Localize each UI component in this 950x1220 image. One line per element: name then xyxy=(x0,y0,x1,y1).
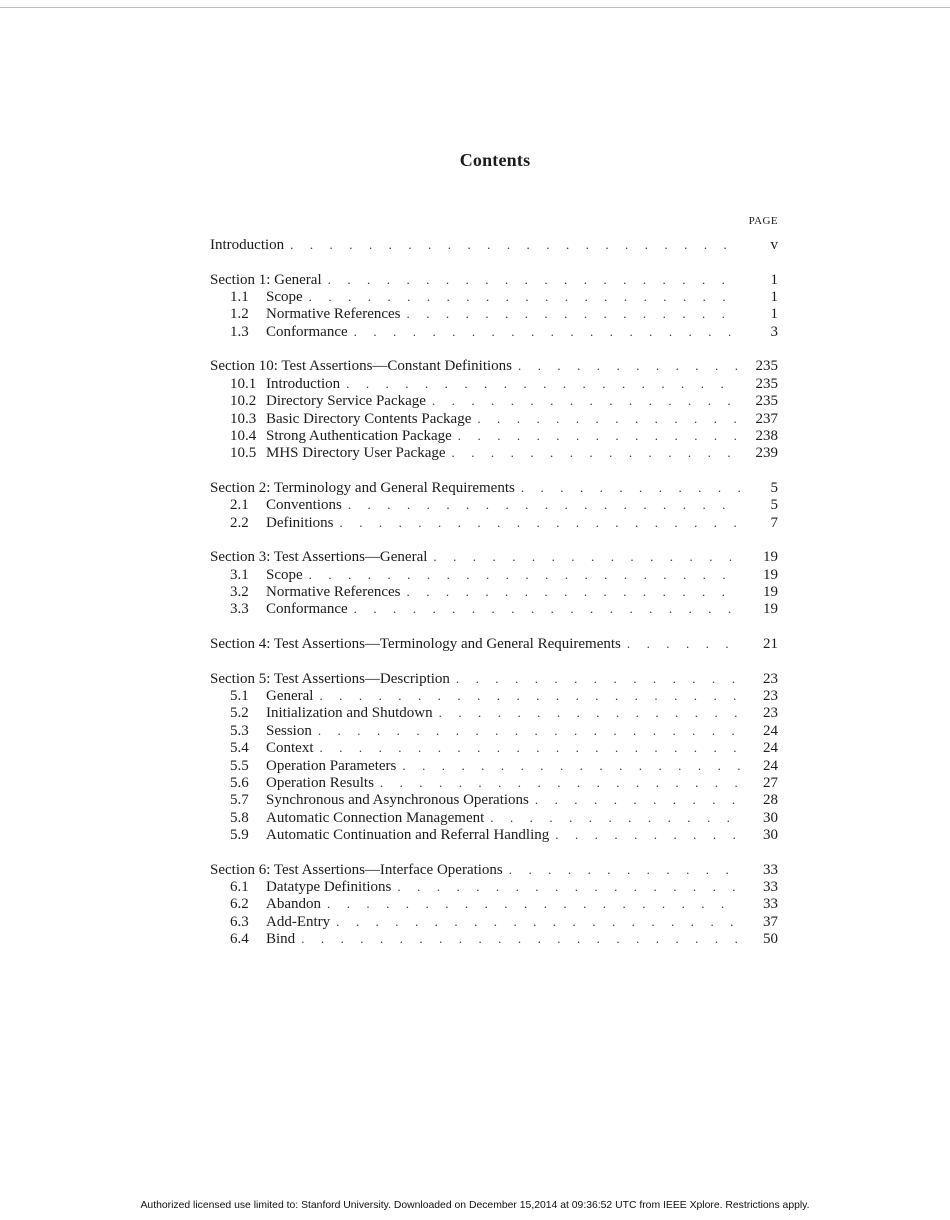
toc-entry[interactable] xyxy=(210,878,778,895)
toc-entry-title: Automatic Connection Management xyxy=(266,809,485,826)
dot-leader xyxy=(521,479,740,496)
toc-page-number: 19 xyxy=(763,601,778,618)
toc-entry-number: 10.1 xyxy=(230,375,257,392)
dot-leader xyxy=(407,583,740,600)
toc-page-number: 37 xyxy=(763,913,778,930)
toc-page-number: 19 xyxy=(763,584,778,600)
toc-page-number: 19 xyxy=(763,549,778,566)
toc-entry-title: Strong Authentication Package xyxy=(266,427,452,444)
toc-section-heading[interactable] xyxy=(210,670,778,687)
toc-page-number: 24 xyxy=(763,740,778,757)
toc-entry-title: Context xyxy=(266,740,314,757)
toc-page-number: 28 xyxy=(763,792,778,809)
toc-entry-number: 6.4 xyxy=(230,931,249,948)
toc-entry-number: 10.5 xyxy=(230,445,257,462)
dot-leader xyxy=(309,288,740,305)
toc-entry-number: 5.7 xyxy=(230,792,249,809)
toc-page-number: 5 xyxy=(770,497,778,514)
toc-entry-title: Bind xyxy=(266,931,296,948)
toc-heading-title: Section 3: Test Assertions—General xyxy=(210,549,428,566)
toc-page-number: 235 xyxy=(755,358,778,375)
toc-page-number: 30 xyxy=(763,827,778,844)
dot-leader xyxy=(340,514,741,531)
toc-heading-title: Introduction xyxy=(210,237,285,253)
toc-entry-title: Automatic Continuation and Referral Handling xyxy=(266,827,550,844)
dot-leader xyxy=(452,444,740,461)
dot-leader xyxy=(439,704,740,721)
toc-page-number: 19 xyxy=(763,566,778,583)
page-title: Contents xyxy=(459,150,531,170)
toc-section-heading[interactable] xyxy=(210,635,778,652)
toc-page-number: 1 xyxy=(770,306,778,323)
toc-page-number: 237 xyxy=(755,410,778,427)
toc-page-number: 7 xyxy=(770,514,778,531)
dot-leader xyxy=(290,236,740,253)
toc-section-group xyxy=(210,479,778,531)
toc-page-number: 1 xyxy=(770,288,778,305)
toc-entry-title: Conformance xyxy=(266,601,348,618)
toc-page-number: 24 xyxy=(763,757,778,774)
toc-entry[interactable] xyxy=(210,392,778,409)
dot-leader xyxy=(477,410,740,427)
toc-page-number: 23 xyxy=(763,705,778,722)
toc-section-group xyxy=(210,236,778,253)
dot-leader xyxy=(348,496,740,513)
toc-entry[interactable] xyxy=(210,410,778,427)
toc-entry[interactable] xyxy=(210,427,778,444)
toc-section-heading[interactable] xyxy=(210,861,778,878)
toc-entry-number: 5.5 xyxy=(230,757,249,774)
dot-leader xyxy=(433,548,740,565)
toc-entry-title: Introduction xyxy=(266,375,341,392)
toc-entry[interactable] xyxy=(210,444,778,461)
toc-entry-number: 5.4 xyxy=(230,740,249,757)
toc-entry-title: Directory Service Package xyxy=(266,393,426,410)
toc-heading-title: Section 5: Test Assertions—Description xyxy=(210,670,450,687)
toc-entry[interactable] xyxy=(210,496,778,513)
toc-entry-number: 1.2 xyxy=(230,306,249,323)
toc-section-heading[interactable] xyxy=(210,479,778,496)
toc-page-number: 30 xyxy=(763,809,778,826)
toc-entry[interactable] xyxy=(210,687,778,704)
dot-leader xyxy=(328,271,740,288)
top-rule xyxy=(0,7,950,8)
toc-page-number: 33 xyxy=(763,861,778,878)
toc-heading-title: Section 1: General xyxy=(210,271,322,288)
toc-entry-title: Basic Directory Contents Package xyxy=(266,410,472,427)
toc-entry[interactable] xyxy=(210,305,778,322)
toc-entry-number: 5.3 xyxy=(230,722,249,739)
toc-page-number: 235 xyxy=(755,375,778,392)
toc-entry[interactable] xyxy=(210,566,778,583)
toc-heading-title: Section 10: Test Assertions—Constant Definitions xyxy=(210,358,512,375)
toc-entry-title: Conventions xyxy=(266,497,342,514)
toc-page-number: 5 xyxy=(770,479,778,496)
toc-entry-title: Add-Entry xyxy=(266,913,331,930)
dot-leader xyxy=(346,375,740,392)
toc-heading-title: Section 4: Test Assertions—Terminology and General Requirements xyxy=(210,635,621,652)
toc-entry-title: MHS Directory User Package xyxy=(266,445,446,462)
toc-entry-number: 5.1 xyxy=(230,687,249,704)
toc-entry[interactable] xyxy=(210,826,778,843)
dot-leader xyxy=(327,895,740,912)
toc-entry-title: Operation Parameters xyxy=(266,757,397,774)
toc-entry[interactable] xyxy=(210,739,778,756)
toc-page-number: 21 xyxy=(763,635,778,652)
toc-heading-title: Section 6: Test Assertions—Interface Operations xyxy=(210,861,503,878)
dot-leader xyxy=(397,878,740,895)
toc-entry-title: Abandon xyxy=(266,896,321,913)
toc-entry-number: 3.2 xyxy=(230,584,249,600)
license-footer: Authorized licensed use limited to: Stanford University. Downloaded on December 15,2014 at 09:36:52 UTC from IEEE Xplore. Restrictions apply. xyxy=(140,1200,810,1211)
toc-section-group xyxy=(210,357,778,461)
toc-entry[interactable] xyxy=(210,791,778,808)
toc-entry[interactable] xyxy=(210,375,778,392)
toc-entry-number: 2.1 xyxy=(230,497,249,514)
toc-entry-number: 3.1 xyxy=(230,566,249,583)
toc-entry[interactable] xyxy=(210,583,778,600)
toc-entry-number: 6.2 xyxy=(230,896,249,913)
dot-leader xyxy=(627,635,740,652)
toc-entry-title: Operation Results xyxy=(266,774,374,791)
toc-entry-number: 3.3 xyxy=(230,601,249,618)
dot-leader xyxy=(555,826,740,843)
toc-entry-title: Conformance xyxy=(266,323,348,340)
toc-entry[interactable] xyxy=(210,288,778,305)
dot-leader xyxy=(336,913,740,930)
toc-heading-title: Section 2: Terminology and General Requirements xyxy=(210,479,515,496)
dot-leader xyxy=(318,722,740,739)
dot-leader xyxy=(432,392,740,409)
toc-section-group xyxy=(210,548,778,618)
toc-page-number: 23 xyxy=(763,687,778,704)
dot-leader xyxy=(518,357,740,374)
toc-section-heading[interactable] xyxy=(210,271,778,288)
toc-entry[interactable] xyxy=(210,895,778,912)
toc-entry-title: Normative References xyxy=(266,306,401,323)
dot-leader xyxy=(319,687,740,704)
toc-entry-title: General xyxy=(266,687,314,704)
toc-entry[interactable] xyxy=(210,809,778,826)
toc-entry-title: Datatype Definitions xyxy=(266,879,392,896)
toc-entry[interactable] xyxy=(210,323,778,340)
toc-entry[interactable] xyxy=(210,514,778,531)
dot-leader xyxy=(407,305,740,322)
dot-leader xyxy=(354,600,740,617)
toc-entry-number: 10.4 xyxy=(230,427,257,444)
toc-page-number: 24 xyxy=(763,722,778,739)
toc-section-group xyxy=(210,271,778,341)
dot-leader xyxy=(380,774,740,791)
toc-entry-title: Synchronous and Asynchronous Operations xyxy=(266,792,529,809)
dot-leader xyxy=(309,566,740,583)
toc-section-group xyxy=(210,670,778,844)
toc-entry[interactable] xyxy=(210,930,778,947)
dot-leader xyxy=(354,323,740,340)
toc-section-group xyxy=(210,861,778,948)
toc-page-number: 3 xyxy=(770,323,778,340)
toc-entry-number: 5.8 xyxy=(230,809,249,826)
toc-section-group xyxy=(210,635,778,652)
dot-leader xyxy=(320,739,741,756)
toc-page-number: 50 xyxy=(763,931,778,948)
toc-page-number: 235 xyxy=(755,393,778,410)
dot-leader xyxy=(402,757,740,774)
toc-entry-number: 10.2 xyxy=(230,393,257,410)
toc-entry-title: Initialization and Shutdown xyxy=(266,705,433,722)
dot-leader xyxy=(509,861,740,878)
page-column-header: PAGE xyxy=(748,215,778,227)
toc-entry[interactable] xyxy=(210,722,778,739)
toc-entry[interactable] xyxy=(210,704,778,721)
dot-leader xyxy=(456,670,740,687)
toc-section-heading[interactable] xyxy=(210,548,778,565)
toc-entry[interactable] xyxy=(210,774,778,791)
toc-entry-number: 10.3 xyxy=(230,410,257,427)
toc-entry-title: Scope xyxy=(266,288,303,305)
toc-entry-title: Scope xyxy=(266,566,303,583)
toc-page-number: 33 xyxy=(763,896,778,913)
toc-entry-number: 5.2 xyxy=(230,705,249,722)
toc-page-number: v xyxy=(770,237,778,253)
toc-entry-number: 5.9 xyxy=(230,827,249,844)
toc-page-number: 1 xyxy=(770,271,778,288)
toc-entry-title: Definitions xyxy=(266,514,334,531)
toc-page-number: 23 xyxy=(763,670,778,687)
table-of-contents xyxy=(210,236,778,965)
toc-entry[interactable] xyxy=(210,600,778,617)
toc-entry-number: 6.1 xyxy=(230,879,249,896)
toc-page-number: 33 xyxy=(763,879,778,896)
toc-entry-number: 1.1 xyxy=(230,288,249,305)
toc-page-number: 238 xyxy=(755,427,778,444)
toc-entry-title: Session xyxy=(266,722,312,739)
toc-section-heading[interactable] xyxy=(210,357,778,374)
dot-leader xyxy=(301,930,740,947)
toc-entry-number: 5.6 xyxy=(230,774,249,791)
toc-entry-number: 6.3 xyxy=(230,913,249,930)
toc-entry-title: Normative References xyxy=(266,584,401,600)
toc-page-number: 27 xyxy=(763,774,778,791)
toc-entry-number: 1.3 xyxy=(230,323,249,340)
toc-page-number: 239 xyxy=(755,445,778,462)
dot-leader xyxy=(535,791,740,808)
toc-entry[interactable] xyxy=(210,757,778,774)
dot-leader xyxy=(458,427,740,444)
dot-leader xyxy=(490,809,740,826)
toc-entry[interactable] xyxy=(210,913,778,930)
toc-entry-number: 2.2 xyxy=(230,514,249,531)
toc-section-heading[interactable] xyxy=(210,236,778,253)
